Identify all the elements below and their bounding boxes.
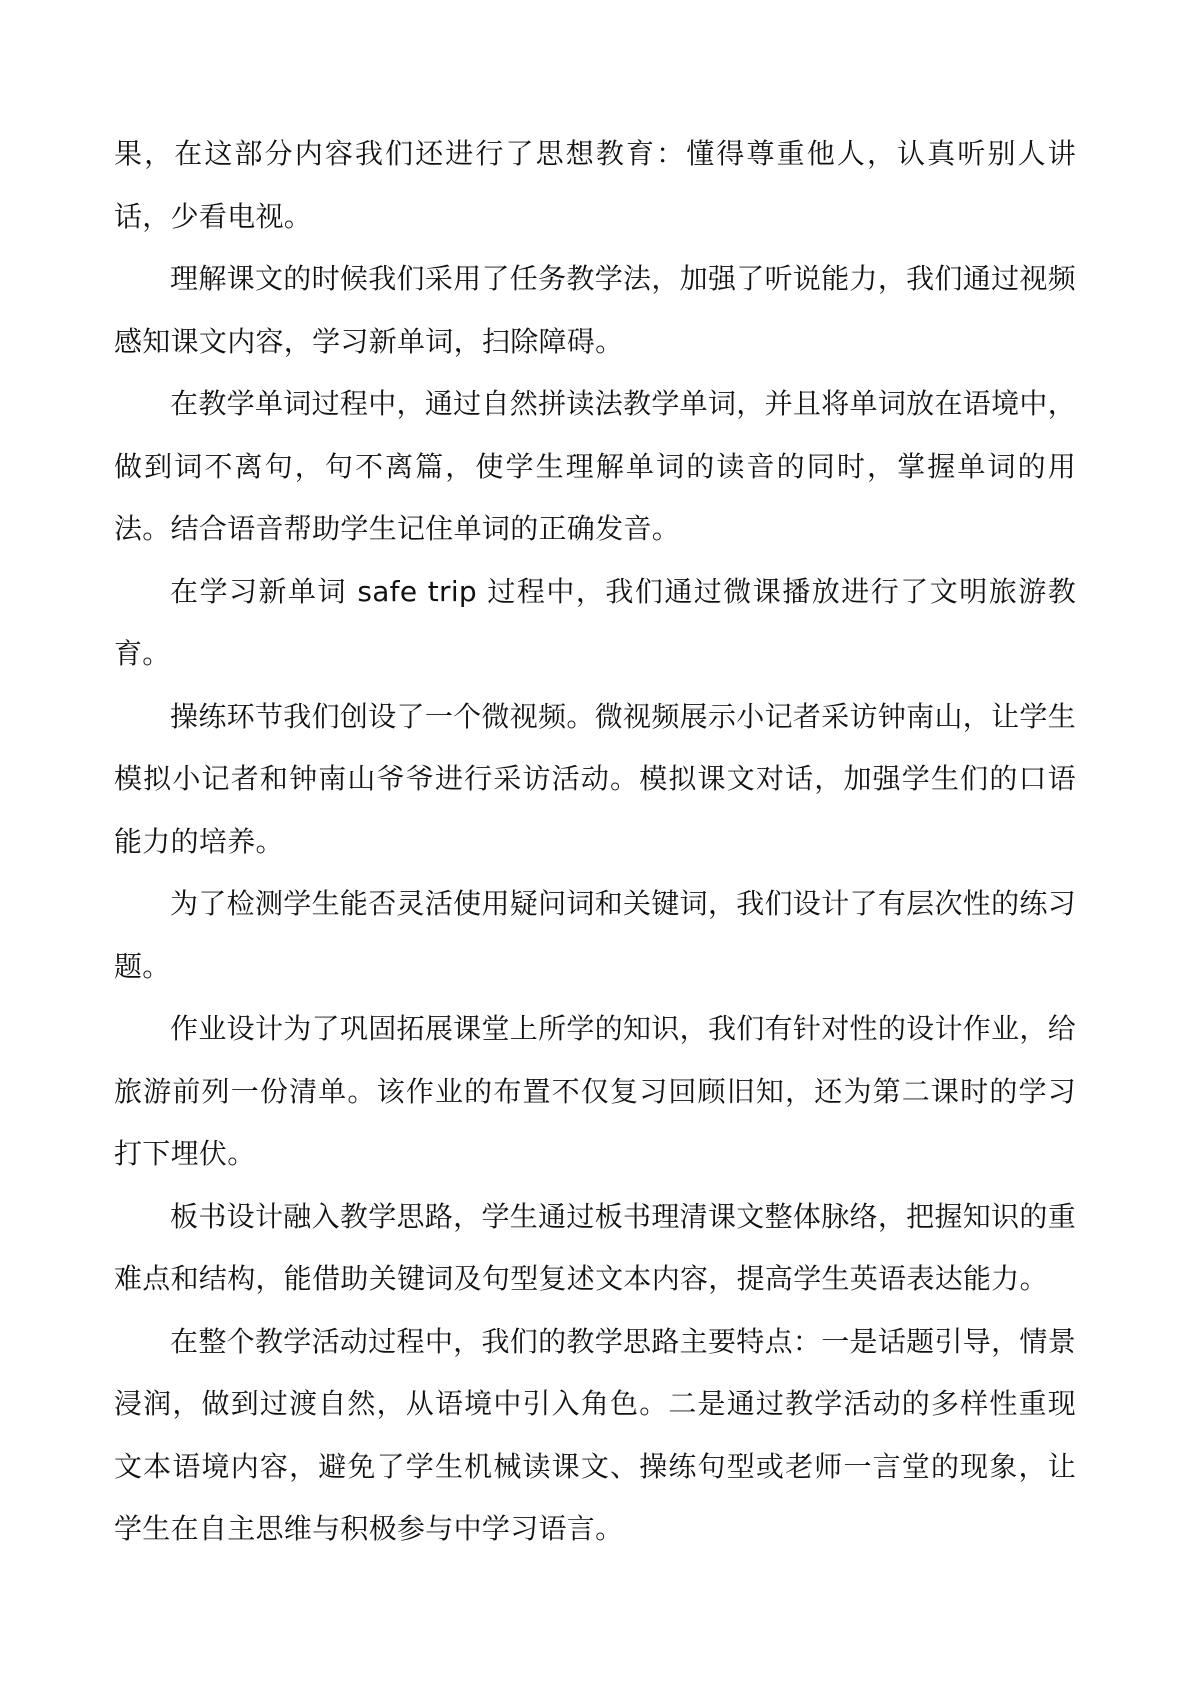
paragraph-7: 作业设计为了巩固拓展课堂上所学的知识，我们有针对性的设计作业，给旅游前列一份清单。该作业的布置不仅复习回顾旧知，还为第二课时的学习打下埋伏。	[114, 1012, 1076, 1170]
paragraph-8: 板书设计融入教学思路，学生通过板书理清课文整体脉络，把握知识的重难点和结构，能借助关键词及句型复述文本内容，提高学生英语表达能力。	[114, 1199, 1076, 1295]
paragraph-5: 操练环节我们创设了一个微视频。微视频展示小记者采访钟南山，让学生模拟小记者和钟南山爷爷进行采访活动。模拟课文对话，加强学生们的口语能力的培养。	[114, 699, 1076, 858]
paragraph-1: 果，在这部分内容我们还进行了思想教育：懂得尊重他人，认真听别人讲话，少看电视。	[114, 137, 1076, 233]
paragraph-6: 为了检测学生能否灵活使用疑问词和关键词，我们设计了有层次性的练习题。	[114, 887, 1076, 983]
paragraph-3: 在教学单词过程中，通过自然拼读法教学单词，并且将单词放在语境中，做到词不离句，句不离篇，使学生理解单词的读音的同时，掌握单词的用法。结合语音帮助学生记住单词的正确发音。	[114, 387, 1076, 545]
document-body	[114, 123, 1076, 1561]
paragraph-4: 在学习新单词 safe trip 过程中，我们通过微课播放进行了文明旅游教育。	[114, 574, 1076, 670]
paragraph-9: 在整个教学活动过程中，我们的教学思路主要特点：一是话题引导，情景浸润，做到过渡自然，从语境中引入角色。二是通过教学活动的多样性重现文本语境内容，避免了学生机械读课文、操练句型或老师一言堂的现象，让学生在自主思维与积极参与中学习语言。	[114, 1324, 1076, 1545]
paragraph-2: 理解课文的时候我们采用了任务教学法，加强了听说能力，我们通过视频感知课文内容，学习新单词，扫除障碍。	[114, 262, 1076, 358]
